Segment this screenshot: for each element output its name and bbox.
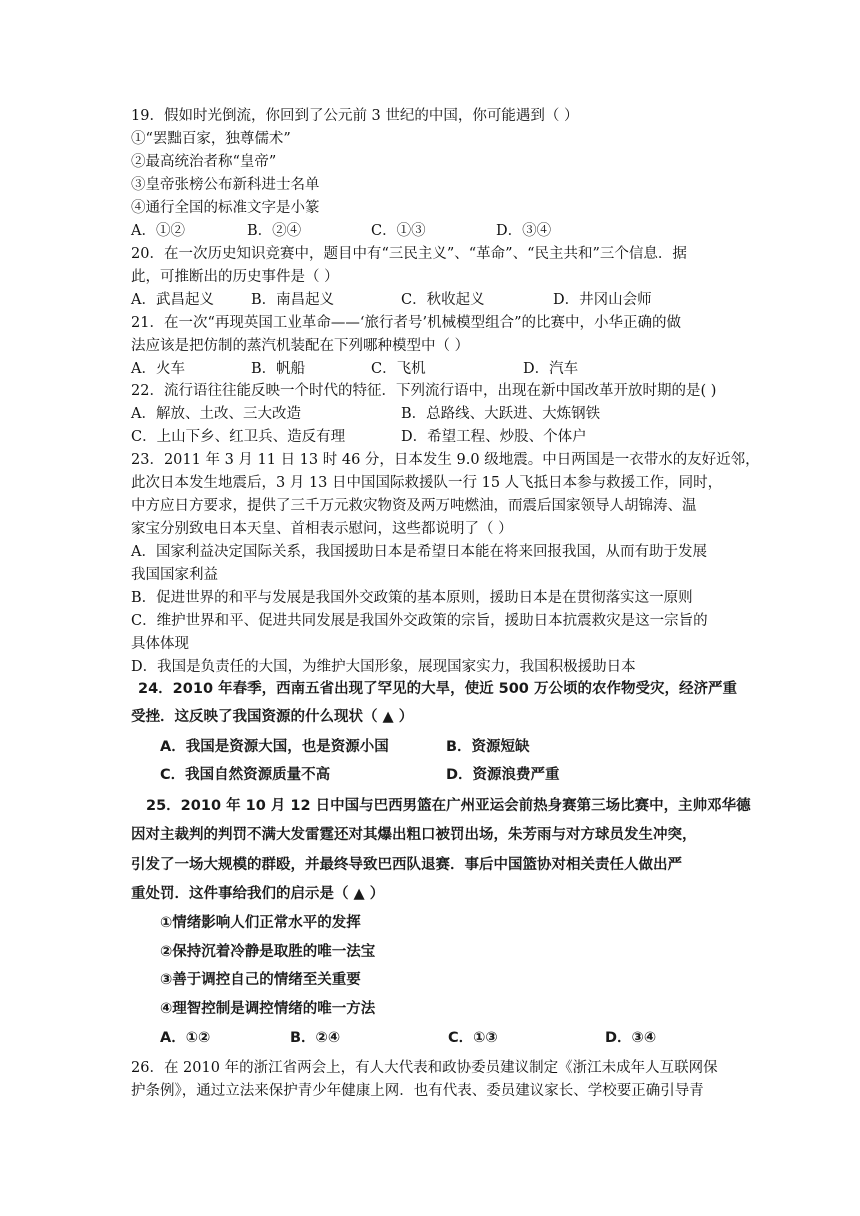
q25-option-a: A．①② <box>160 1030 211 1046</box>
q25-option-b: B．②④ <box>290 1030 341 1046</box>
q23-option-d: D．我国是负责任的大国，为维护大国形象，展现国家实力，我国积极援助日本 <box>131 659 636 675</box>
q25-item-1: ①情绪影响人们正常水平的发挥 <box>160 915 361 931</box>
q23-option-c-line-1: C．维护世界和平、促进共同发展是我国外交政策的宗旨，援助日本抗震救灾是这一宗旨的 <box>131 613 708 629</box>
q24-option-d: D．资源浪费严重 <box>446 767 560 783</box>
q26-line-1: 26．在 2010 年的浙江省两会上，有人大代表和政协委员建议制定《浙江未成年人互联网保 <box>131 1060 718 1076</box>
q23-option-a-line-2: 我国国家利益 <box>131 567 218 583</box>
q25-stem-line-4: 重处罚．这件事给我们的启示是（ ▲ ） <box>131 886 385 902</box>
q25-item-2: ②保持沉着冷静是取胜的唯一法宝 <box>160 944 376 960</box>
q20-option-d: D．井冈山会师 <box>553 292 652 308</box>
q20-stem-line-1: 20．在一次历史知识竞赛中，题目中有“三民主义”、“革命”、“民主共和”三个信息．据 <box>131 246 687 262</box>
q22-option-a: A．解放、土改、三大改造 <box>131 406 301 422</box>
q19-item-4: ④通行全国的标准文字是小篆 <box>131 200 320 216</box>
q19-item-3: ③皇帝张榜公布新科进士名单 <box>131 177 320 193</box>
q23-stem-line-3: 中方应日方要求，提供了三千万元救灾物资及两万吨燃油，而震后国家领导人胡锦涛、温 <box>131 498 697 514</box>
q23-stem-line-1: 23．2011 年 3 月 11 日 13 时 46 分，日本发生 9.0 级地震。中日两国是一衣带水的友好近邻， <box>131 452 760 468</box>
q23-stem-line-2: 此次日本发生地震后，3 月 13 日中国国际救援队一行 15 人飞抵日本参与救援工作，同时， <box>131 475 723 491</box>
q22-option-d: D．希望工程、炒股、个体户 <box>401 429 587 445</box>
q22-option-c: C．上山下乡、红卫兵、造反有理 <box>131 429 346 445</box>
q25-option-d: D．③④ <box>605 1030 657 1046</box>
q19-item-1: ①“罢黜百家，独尊儒术” <box>131 131 291 147</box>
q25-stem-line-2: 因对主裁判的判罚不满大发雷霆还对其爆出粗口被罚出场，朱芳雨与对方球员发生冲突， <box>131 827 697 843</box>
q25-stem-line-3: 引发了一场大规模的群殴，并最终导致巴西队退赛．事后中国篮协对相关责任人做出严 <box>131 857 682 873</box>
q19-stem: 19．假如时光倒流，你回到了公元前 3 世纪的中国，你可能遇到（ ） <box>131 108 579 124</box>
q21-stem-line-1: 21．在一次“再现英国工业革命——‘旅行者号’机械模型组合”的比赛中，小华正确的做 <box>131 315 681 331</box>
q25-item-3: ③善于调控自己的情绪至关重要 <box>160 972 361 988</box>
q20-option-b: B．南昌起义 <box>251 292 335 308</box>
q19-option-a: A．①② <box>131 223 185 239</box>
q21-option-c: C．飞机 <box>371 361 426 377</box>
q20-stem-line-2: 此，可推断出的历史事件是（ ） <box>131 269 339 285</box>
q23-stem-line-4: 家宝分别致电日本天皇、首相表示慰问，这些都说明了（ ） <box>131 521 513 537</box>
q23-option-b: B．促进世界的和平与发展是我国外交政策的基本原则，援助日本是在贯彻落实这一原则 <box>131 590 693 606</box>
q24-option-c: C．我国自然资源质量不高 <box>160 767 331 783</box>
q19-option-d: D．③④ <box>496 223 552 239</box>
q24-option-b: B．资源短缺 <box>446 739 530 755</box>
q19-option-b: B．②④ <box>247 223 302 239</box>
q24-stem-line-1: 24．2010 年春季，西南五省出现了罕见的大旱，使近 500 万公顷的农作物受灾，经济严重 <box>138 681 737 697</box>
q23-option-a-line-1: A．国家利益决定国际关系，我国援助日本是希望日本能在将来回报我国，从而有助于发展 <box>131 544 707 560</box>
q25-stem-line-1: 25．2010 年 10 月 12 日中国与巴西男篮在广州亚运会前热身赛第三场比赛中，主帅邓华德 <box>146 798 751 814</box>
q21-option-a: A．火车 <box>131 361 185 377</box>
q22-stem: 22．流行语往往能反映一个时代的特征．下列流行语中，出现在新中国改革开放时期的是( ) <box>131 383 717 399</box>
q19-item-2: ②最高统治者称“皇帝” <box>131 154 277 170</box>
q22-option-b: B．总路线、大跃进、大炼钢铁 <box>401 406 601 422</box>
q20-option-a: A．武昌起义 <box>131 292 214 308</box>
q24-stem-line-2: 受挫．这反映了我国资源的什么现状（ ▲ ） <box>131 709 414 725</box>
q19-option-c: C．①③ <box>371 223 426 239</box>
q24-option-a: A．我国是资源大国，也是资源小国 <box>160 739 389 755</box>
q26-line-2: 护条例》，通过立法来保护青少年健康上网．也有代表、委员建议家长、学校要正确引导青 <box>131 1083 704 1099</box>
q25-option-c: C．①③ <box>448 1030 498 1046</box>
q23-option-c-line-2: 具体体现 <box>131 636 189 652</box>
q25-item-4: ④理智控制是调控情绪的唯一方法 <box>160 1001 376 1017</box>
q21-option-b: B．帆船 <box>251 361 306 377</box>
q21-stem-line-2: 法应该是把仿制的蒸汽机装配在下列哪种模型中（ ） <box>131 338 470 354</box>
q20-option-c: C．秋收起义 <box>401 292 485 308</box>
q21-option-d: D．汽车 <box>523 361 579 377</box>
